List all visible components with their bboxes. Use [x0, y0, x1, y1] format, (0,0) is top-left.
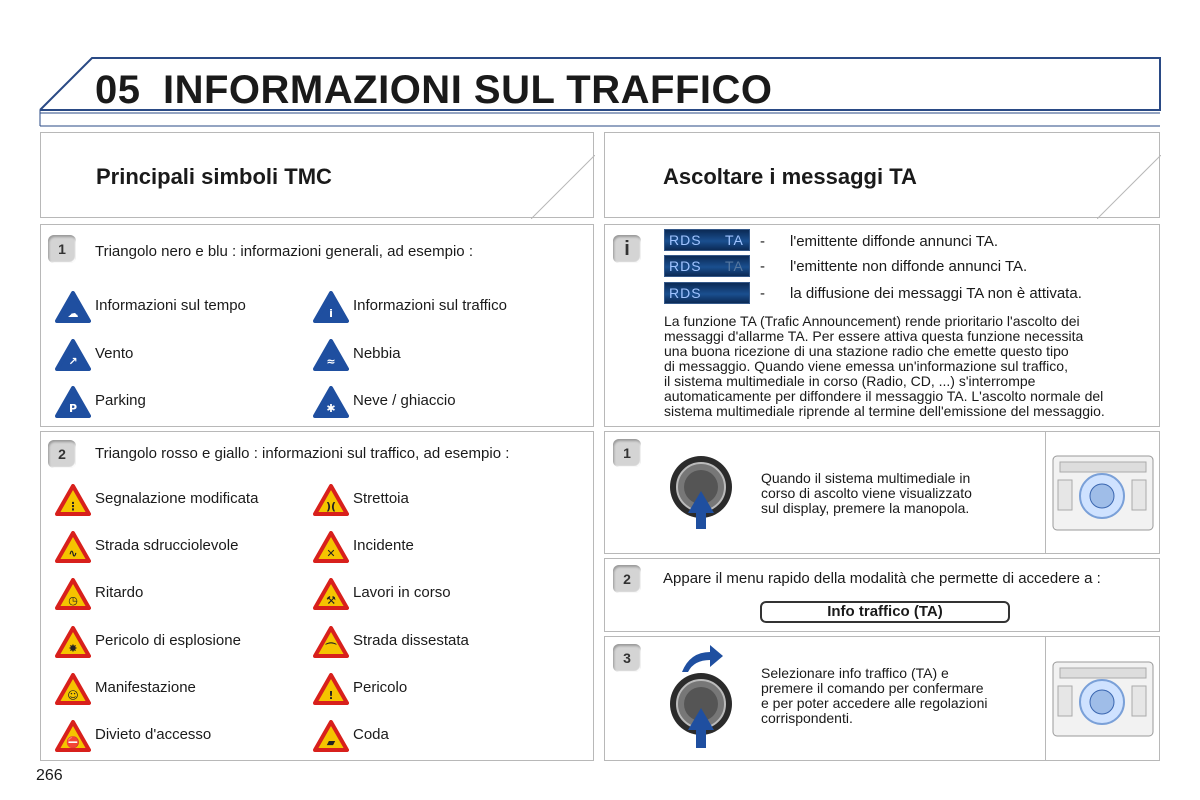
no-entry-icon	[55, 720, 91, 757]
desc-line: una buona ricezione di una stazione radio che emette questo tipo	[664, 343, 1069, 359]
rds-label: RDS	[669, 232, 702, 248]
step3-line: Selezionare info traffico (TA) e	[761, 665, 949, 681]
svg-text:)(: )(	[325, 500, 337, 513]
rds-label: RDS	[669, 285, 702, 301]
desc-line: La funzione TA (Trafic Announcement) rende prioritario l'ascolto dei	[664, 313, 1080, 329]
symbol-label: Vento	[95, 344, 134, 362]
dash: -	[760, 258, 765, 275]
svg-text:⚒: ⚒	[326, 594, 336, 608]
page-title: INFORMAZIONI SUL TRAFFICO	[163, 68, 773, 112]
corner-cut	[531, 155, 595, 219]
radio-unit-icon	[1052, 656, 1154, 738]
traffic-light-icon	[55, 484, 91, 521]
wind-icon	[55, 339, 91, 376]
symbol-label: Coda	[353, 726, 389, 743]
step-badge: 2	[48, 440, 76, 468]
svg-text:⛔: ⛔	[66, 736, 80, 749]
turn-arrow-icon	[680, 644, 724, 674]
symbol-label: Segnalazione modificata	[95, 490, 259, 507]
rds-desc-3: la diffusione dei messaggi TA non è attivata.	[790, 285, 1082, 302]
step1-line: sul display, premere la manopola.	[761, 500, 970, 516]
page-number: 266	[36, 767, 63, 784]
symbol-label: Informazioni sul tempo	[95, 297, 246, 314]
desc-line: messaggi d'allarme TA. Per essere attiva questa funzione necessita	[664, 328, 1084, 344]
step2-text: Appare il menu rapido della modalità che permette di accedere a :	[663, 570, 1101, 587]
section2-intro: Triangolo rosso e giallo : informazioni sul traffico, ad esempio :	[95, 445, 510, 462]
svg-text:✕: ✕	[326, 547, 336, 561]
dash: -	[760, 285, 765, 302]
corner-cut	[1097, 155, 1161, 219]
explosion-icon	[55, 626, 91, 663]
svg-text:i: i	[329, 307, 333, 320]
road-narrows-icon	[313, 484, 349, 521]
symbol-label: Strada dissestata	[353, 631, 469, 649]
symbol-label: Pericolo	[353, 678, 408, 696]
svg-text:↗: ↗	[68, 354, 78, 368]
parking-icon	[55, 386, 91, 423]
section1-intro: Triangolo nero e blu : informazioni generali, ad esempio :	[95, 243, 473, 260]
step-badge: 2	[613, 565, 641, 593]
symbol-label: Manifestazione	[95, 678, 196, 696]
symbol-label: Nebbia	[353, 344, 401, 362]
right-heading: Ascoltare i messaggi TA	[663, 164, 917, 189]
symbol-label: Strettoia	[353, 490, 409, 507]
step3-line: corrispondenti.	[761, 710, 853, 726]
rds-label: RDS	[669, 258, 702, 274]
accident-icon	[313, 531, 349, 568]
svg-text:!: !	[328, 688, 334, 702]
knob-press-icon	[668, 672, 738, 750]
svg-text:∿: ∿	[68, 547, 78, 561]
queue-icon	[313, 720, 349, 757]
svg-text:⌒: ⌒	[325, 641, 337, 655]
symbol-label: Strada sdrucciolevole	[95, 537, 239, 555]
step3-text	[761, 666, 987, 726]
rds-display-no-ta	[664, 282, 750, 304]
svg-text:✸: ✸	[68, 641, 78, 655]
step-badge: 1	[613, 439, 641, 467]
rds-display-ta-dim	[664, 255, 750, 277]
desc-line: automaticamente per diffondere il messaggio TA. L'ascolto normale del	[664, 388, 1104, 404]
roadworks-icon	[313, 578, 349, 615]
desc-line: il sistema multimediale in corso (Radio, CD, ...) s'interrompe	[664, 373, 1036, 389]
chapter-number: 05	[95, 68, 141, 112]
symbol-label: Lavori in corso	[353, 584, 451, 602]
svg-text:P: P	[68, 402, 78, 415]
step3-line: e per poter accedere alle regolazioni	[761, 695, 988, 711]
weather-icon	[55, 291, 91, 328]
step3-line: premere il comando per confermare	[761, 680, 984, 696]
ta-label: TA	[725, 258, 744, 274]
snowflake-icon	[313, 386, 349, 423]
clock-icon	[55, 578, 91, 615]
symbol-label: Ritardo	[95, 584, 144, 602]
ta-description	[664, 314, 1105, 419]
info-traffico-button[interactable]: Info traffico (TA)	[760, 601, 1010, 623]
info-icon	[313, 291, 349, 328]
slippery-road-icon	[55, 531, 91, 568]
step1-line: Quando il sistema multimediale in	[761, 470, 971, 486]
knob-press-icon	[668, 455, 738, 530]
step1-line: corso di ascolto viene visualizzato	[761, 485, 972, 501]
step-badge: 3	[613, 644, 641, 672]
crowd-icon	[55, 673, 91, 710]
desc-line: sistema multimediale riprende al termine dell'emissione del messaggio.	[664, 403, 1105, 419]
rds-display-ta-active	[664, 229, 750, 251]
symbol-label: Neve / ghiaccio	[353, 392, 456, 409]
info-icon: i	[613, 235, 641, 263]
left-heading: Principali simboli TMC	[96, 164, 332, 189]
bumpy-road-icon	[313, 626, 349, 663]
svg-text:◷: ◷	[68, 594, 78, 608]
svg-text:≈: ≈	[326, 354, 336, 368]
desc-line: di messaggio. Quando viene emessa un'informazione sul traffico,	[664, 358, 1068, 374]
ta-label: TA	[725, 232, 744, 248]
fog-icon	[313, 339, 349, 376]
step1-text	[761, 471, 972, 516]
exclamation-icon	[313, 673, 349, 710]
svg-text:▰: ▰	[326, 736, 336, 749]
rds-desc-2: l'emittente non diffonde annunci TA.	[790, 258, 1028, 275]
svg-text:⋮: ⋮	[67, 500, 79, 513]
svg-text:✱: ✱	[326, 402, 336, 415]
symbol-label: Informazioni sul traffico	[353, 297, 507, 314]
radio-unit-icon	[1052, 450, 1154, 532]
symbol-label: Divieto d'accesso	[95, 726, 212, 743]
svg-text:☺: ☺	[67, 688, 79, 702]
symbol-label: Parking	[95, 392, 146, 409]
rds-desc-1: l'emittente diffonde annunci TA.	[790, 233, 999, 250]
symbol-label: Pericolo di esplosione	[95, 631, 241, 649]
step-badge: 1	[48, 235, 76, 263]
svg-text:☁: ☁	[67, 307, 79, 320]
dash: -	[760, 233, 765, 250]
symbol-label: Incidente	[353, 537, 414, 555]
